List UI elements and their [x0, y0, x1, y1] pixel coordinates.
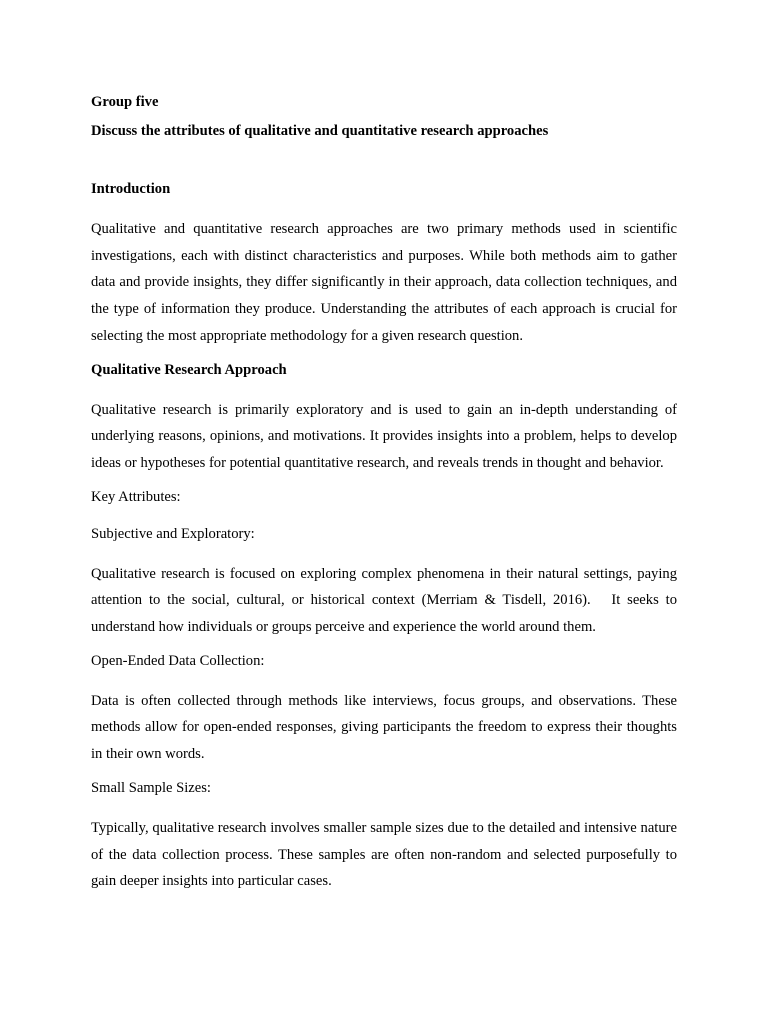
attribute-open-ended-label: Open-Ended Data Collection:: [91, 652, 265, 669]
document-page: [91, 92, 681, 895]
intro-heading: Introduction: [91, 181, 171, 197]
key-attributes-label: Key Attributes:: [91, 488, 181, 505]
attribute-sample-size-paragraph: Typically, qualitative research involves smaller sample sizes due to the detailed and intensive nature of the data collection process. These samples are often non-random and selected purposefully to gain deeper insights into particular cases.: [91, 819, 677, 890]
attribute-subjective-label: Subjective and Exploratory:: [91, 525, 255, 542]
qualitative-heading: Qualitative Research Approach: [91, 361, 287, 378]
attribute-subjective-paragraph: Qualitative research is focused on exploring complex phenomena in their natural settings, paying attention to the social, cultural, or historical context (Merriam & Tisdell, 2016). It seeks to understand how individuals or groups perceive and experience the world around them.: [91, 565, 681, 636]
qualitative-paragraph: Qualitative research is primarily exploratory and is used to gain an in-depth understanding of underlying reasons, opinions, and motivations. It provides insights into a problem, helps to develop ideas or hypotheses for potential quantitative research, and reveals trends in thought and behavior.: [91, 401, 677, 471]
group-title: Group five: [91, 94, 159, 110]
attribute-open-ended-paragraph: Data is often collected through methods like interviews, focus groups, and observations. These methods allow for open-ended responses, giving participants the freedom to express their thoughts in their own words.: [91, 692, 677, 763]
main-title: Discuss the attributes of qualitative and quantitative research approaches: [91, 123, 549, 139]
attribute-sample-size-label: Small Sample Sizes:: [91, 779, 211, 796]
intro-paragraph: Qualitative and quantitative research approaches are two primary methods used in scientific investigations, each with distinct characteristics and purposes. While both methods aim to gather data and provide insights, they differ significantly in their approach, data collection techniques, and the type of information they produce. Understanding the attributes of each approach is crucial for selecting the most appropriate methodology for a given research question.: [91, 221, 677, 344]
